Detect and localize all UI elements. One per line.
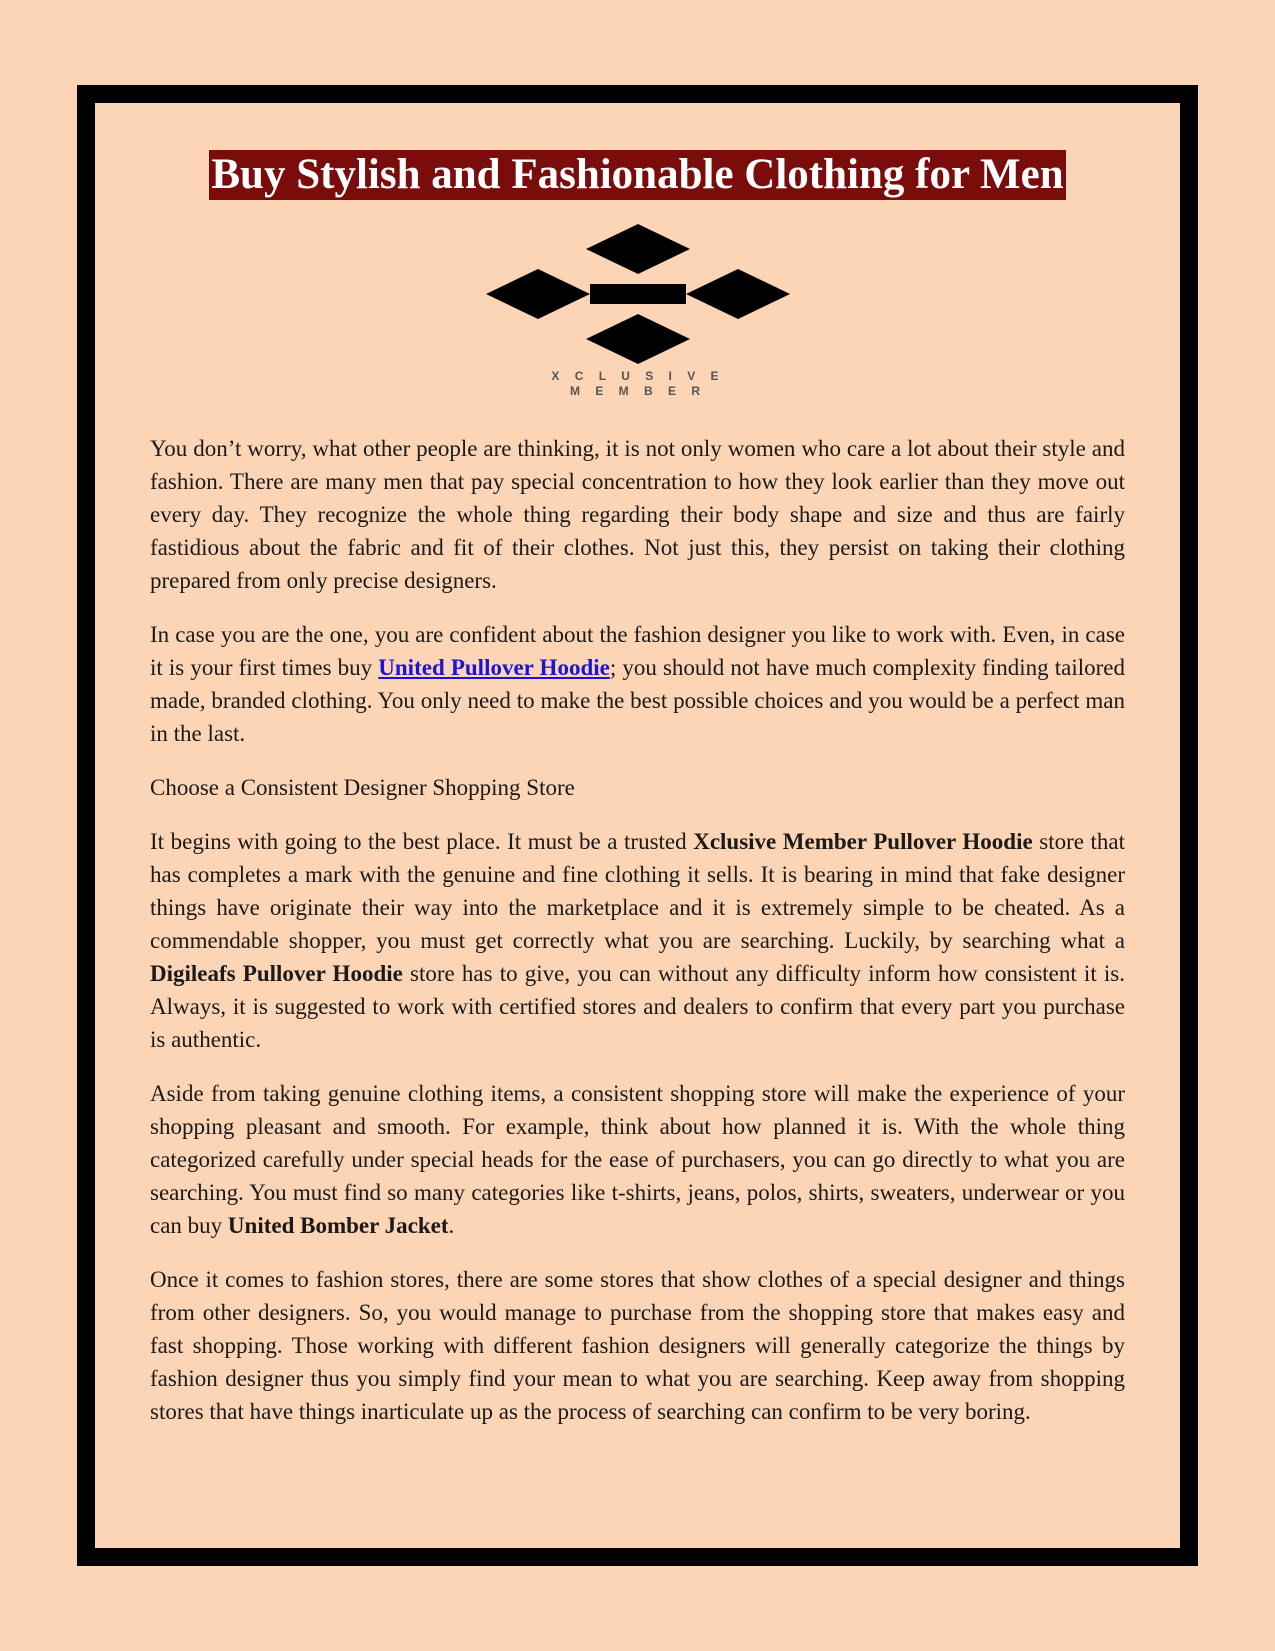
- paragraph-3-text-c: store has to give, you can without any difficulty inform how consistent it is. Always, it is suggested to work with certified stores and dealers to confirm that every part you purchase is authentic.: [150, 961, 1125, 1052]
- paragraph-5: Once it comes to fashion stores, there are some stores that show clothes of a special designer and things from other designers. So, you would manage to purchase from the shopping store that makes easy and fast shopping. Those working with different fashion designers will generally categorize the things by fashion designer thus you simply find your mean to what you are searching. Keep away from shopping stores that have things inarticulate up as the process of searching can confirm to be very boring.: [150, 1267, 1125, 1424]
- bold-xclusive-member-pullover-hoodie: Xclusive Member Pullover Hoodie: [693, 829, 1033, 854]
- paragraph-3-text-a: It begins with going to the best place. It must be a trusted: [150, 829, 694, 854]
- bold-united-bomber-jacket: United Bomber Jacket: [227, 1213, 449, 1238]
- logo-line-1: X C L U S I V E: [550, 369, 725, 383]
- paragraph-4: [150, 1077, 1125, 1242]
- xclusive-member-logo-icon: [478, 224, 798, 404]
- paragraph-2-text-b: ; you should not have much complexity finding tailored made, branded clothing. You only need to make the best possible choices and you would be a perfect man in the last.: [150, 655, 1125, 746]
- logo-line-2: M E M B E R: [569, 384, 706, 398]
- document-body: [150, 140, 1125, 1449]
- paragraph-4-text-b: .: [448, 1213, 455, 1238]
- paragraph-3-text-b: store that has completes a mark with the genuine and fine clothing it sells. It is bearing in mind that fake designer things have originate their way into the marketplace and it is extremely simple to be cheated. As a commendable shopper, you must get correctly what you are searching. Luckily, by searching what a: [150, 829, 1126, 953]
- united-pullover-hoodie-link[interactable]: United Pullover Hoodie: [378, 655, 610, 680]
- paragraph-4-text-a: Aside from taking genuine clothing items, a consistent shopping store will make the experience of your shopping pleasant and smooth. For example, think about how planned it is. With the whole thing categorized carefully under special heads for the ease of purchasers, you can go directly to what you are searching. You must find so many categories like t-shirts, jeans, polos, shirts, sweaters, underwear or you can buy: [150, 1081, 1125, 1238]
- paragraph-3: [150, 825, 1125, 1056]
- paragraph-1: You don’t worry, what other people are thinking, it is not only women who care a lot about their style and fashion. There are many men that pay special concentration to how they look earlier than they move out every day. They recognize the whole thing regarding their body shape and size and thus are fairly fastidious about the fabric and fit of their clothes. Not just this, they persist on taking their clothing prepared from only precise designers.: [150, 436, 1125, 593]
- paragraph-2-text-a: In case you are the one, you are confident about the fashion designer you like to work with. Even, in case it is your first times buy: [150, 622, 1125, 680]
- page-title: Buy Stylish and Fashionable Clothing for Men: [211, 151, 1064, 198]
- brand-logo: [150, 224, 1125, 404]
- title-wrap: [150, 150, 1125, 200]
- paragraph-2: [150, 618, 1125, 750]
- section-heading: Choose a Consistent Designer Shopping Store: [150, 775, 575, 800]
- bold-digileafs-pullover-hoodie: Digileafs Pullover Hoodie: [150, 961, 403, 986]
